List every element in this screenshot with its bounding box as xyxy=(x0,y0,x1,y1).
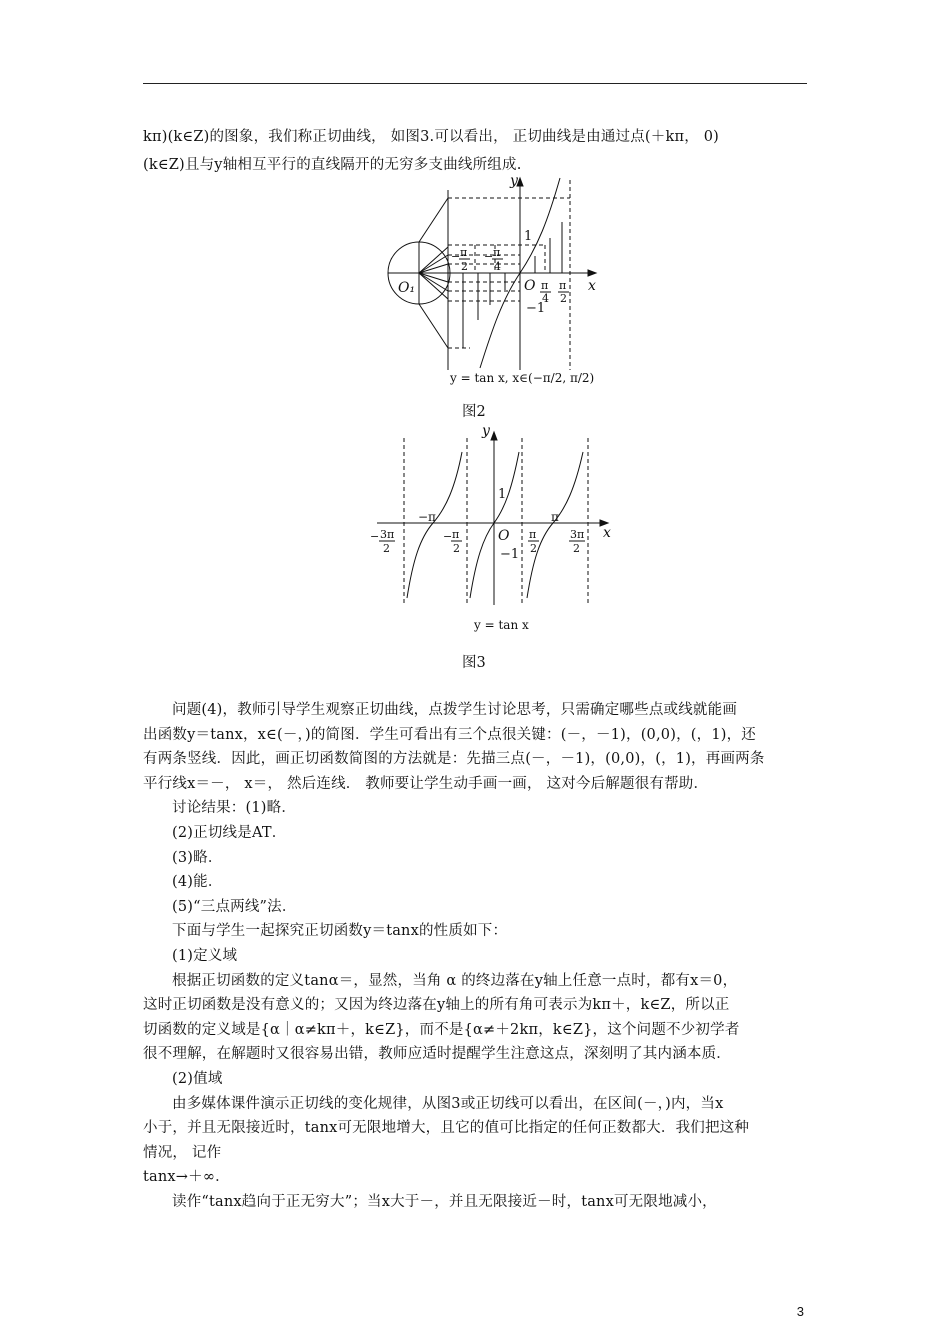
fig3-y-label: y xyxy=(482,423,490,439)
body-line: 讨论结果：(1)略． xyxy=(172,800,297,817)
body-line: 有两条竖线．因此，画正切函数简图的方法就是：先描三点(－，－1)，(0,0)，(，1)，再画两条 xyxy=(143,751,765,768)
fig2-neg-pi4-num: π xyxy=(493,246,501,259)
body-line: (2)值域 xyxy=(172,1071,223,1087)
fig2-one-label: 1 xyxy=(524,229,533,244)
body-line: 根据正切函数的定义tanα＝，显然，当角 α 的终边落在y轴上任意一点时，都有x＝0， xyxy=(172,972,738,989)
fig3-neg-pi-label: −π xyxy=(418,510,436,524)
page-number: 3 xyxy=(796,1304,804,1319)
fig3-pi-label: π xyxy=(551,510,559,524)
body-line: 平行线x＝－， x＝， 然后连线． 教师要让学生动手画一画， 这对今后解题很有帮助． xyxy=(143,775,709,792)
fig2-pi4-den: 4 xyxy=(542,292,549,305)
fig3-pi2-den: 2 xyxy=(530,542,537,555)
body-line: 问题(4)，教师引导学生观察正切曲线，点拨学生讨论思考，只需确定哪些点或线就能画 xyxy=(172,702,738,718)
fig2-pi2-num: π xyxy=(559,279,567,292)
body-line: (1)定义域 xyxy=(172,948,238,964)
fig2-pi2-den: 2 xyxy=(560,292,567,305)
svg-text:−: − xyxy=(451,250,461,263)
fig2-neg-pi4-den: 4 xyxy=(494,260,501,273)
body-line: (5)“三点两线”法． xyxy=(172,898,297,915)
fig3-3pi2-den: 2 xyxy=(573,542,580,555)
svg-text:−: − xyxy=(443,530,453,543)
fig3-one-label: 1 xyxy=(498,487,507,502)
fig3-neg-pi2-num: π xyxy=(452,528,460,541)
fig3-formula: y = tan x xyxy=(474,618,529,632)
body-line: (4)能． xyxy=(172,874,223,891)
fig2-y-label: y xyxy=(510,173,518,189)
fig2-neg-pi2-num: π xyxy=(460,246,468,259)
body-line: 这时正切函数是没有意义的；又因为终边落在y轴上的所有角可表示为kπ＋，k∈Z，所以正 xyxy=(143,997,730,1014)
fig3-x-label: x xyxy=(603,525,611,541)
fig3-3pi2-num: 3π xyxy=(570,528,585,541)
body-line: 情况， 记作 xyxy=(143,1144,222,1161)
fig3-neg-3pi2-den: 2 xyxy=(383,542,390,555)
fig2-neg-pi2-den: 2 xyxy=(461,260,468,273)
body-line: 很不理解，在解题时又很容易出错，教师应适时提醒学生注意这点，深刻明了其内涵本质． xyxy=(143,1046,731,1063)
body-line: 由多媒体课件演示正切线的变化规律，从图3或正切线可以看出，在区间(－，)内，当x xyxy=(172,1095,724,1112)
fig2-neg-one-label: −1 xyxy=(526,301,546,316)
fig2-x-label: x xyxy=(588,278,596,294)
body-line: 切函数的定义域是{α｜α≠kπ＋，k∈Z}，而不是{α≠＋2kπ，k∈Z}，这个问题不少初学者 xyxy=(143,1021,740,1038)
fig2-pi4-num: π xyxy=(541,279,549,292)
fig3-pi2-num: π xyxy=(529,528,537,541)
svg-text:−: − xyxy=(370,530,380,543)
fig2-caption: 图2 xyxy=(462,404,486,420)
figure-3 xyxy=(377,432,608,605)
fig2-o-label: O xyxy=(524,278,536,294)
fig2-o1-label: O₁ xyxy=(398,280,416,296)
body-line: (3)略． xyxy=(172,849,223,866)
fig2-formula: y = tan x, x∈(−π/2, π/2) xyxy=(450,371,595,385)
fig3-caption: 图3 xyxy=(462,655,486,671)
body-line: tanx→＋∞． xyxy=(143,1169,230,1186)
intro-line-2: (k∈Z)且与y轴相互平行的直线隔开的无穷多支曲线所组成. xyxy=(143,157,522,173)
body-line: 出函数y＝tanx，x∈(－，)的简图．学生可看出有三个点很关键：(－，－1)，(0,0)，(，1)，还 xyxy=(143,726,757,743)
intro-line-1: kπ)(k∈Z)的图象，我们称正切曲线， 如图3.可以看出， 正切曲线是由通过点(＋kπ， 0) xyxy=(143,129,719,145)
body-line: 小于，并且无限接近时，tanx可无限地增大，且它的值可比指定的任何正数都大．我们把这种 xyxy=(143,1120,750,1137)
fig3-neg-one-label: −1 xyxy=(500,547,520,562)
fig3-neg-3pi2-num: 3π xyxy=(380,528,395,541)
body-line: 下面与学生一起探究正切函数y＝tanx的性质如下： xyxy=(172,923,508,940)
body-line: 读作“tanx趋向于正无穷大”；当x大于－，并且无限接近－时，tanx可无限地减小， xyxy=(172,1194,717,1210)
fig3-neg-pi2-den: 2 xyxy=(453,542,460,555)
fig3-o-label: O xyxy=(498,528,510,544)
body-line: (2)正切线是AT． xyxy=(172,825,287,841)
svg-text:−: − xyxy=(484,250,494,263)
